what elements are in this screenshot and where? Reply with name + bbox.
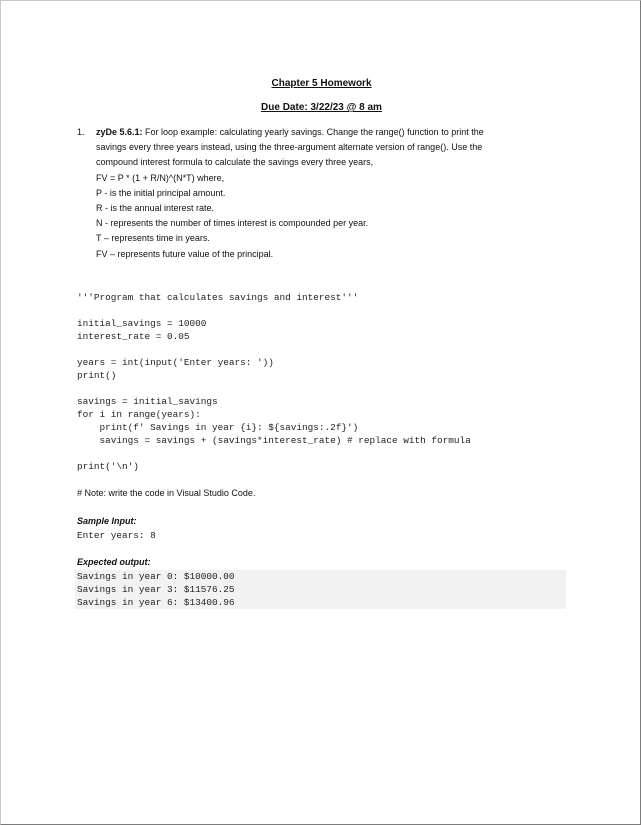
definition-p: P - is the initial principal amount. (96, 187, 226, 198)
code-print-f: print(f' Savings in year {i}: ${savings:.2f}') (77, 422, 359, 433)
expected-output-label: Expected output: (77, 557, 151, 567)
code-savings-update: savings = savings + (savings*interest_rate) # replace with formula (77, 435, 471, 446)
expected-output-line: Savings in year 6: $13400.96 (77, 597, 235, 608)
problem-line-text: For loop example: calculating yearly savings. Change the range() function to print the (142, 127, 484, 137)
problem-number: 1. (77, 127, 85, 137)
formula-line: FV = P * (1 + R/N)^(N*T) where, (96, 172, 225, 183)
problem-line (96, 125, 557, 140)
code-print-empty: print() (77, 370, 117, 381)
definition-t: T – represents time in years. (96, 233, 210, 244)
sample-input-label: Sample Input: (77, 516, 137, 526)
problem-1 (77, 125, 557, 262)
problem-line: savings every three years instead, using the three-argument alternate version of range(). Use the (96, 142, 483, 153)
code-docstring: '''Program that calculates savings and interest''' (77, 292, 359, 303)
problem-lead: zyDe 5.6.1: (96, 127, 143, 137)
problem-line: compound interest formula to calculate the savings every three years, (96, 157, 374, 168)
note-text: # Note: write the code in Visual Studio Code. (77, 488, 256, 498)
code-interest-rate: interest_rate = 0.05 (77, 331, 190, 342)
sample-input-value: Enter years: 8 (77, 530, 156, 541)
code-print-newline: print('\n') (77, 461, 139, 472)
definition-r: R - is the annual interest rate. (96, 203, 215, 214)
code-savings-assign: savings = initial_savings (77, 396, 218, 407)
expected-output-line: Savings in year 0: $10000.00 (77, 571, 235, 582)
code-for-loop: for i in range(years): (77, 409, 201, 420)
chapter-title: Chapter 5 Homework (271, 78, 372, 89)
code-years: years = int(input('Enter years: ')) (77, 357, 274, 368)
definition-fv: FV – represents future value of the principal. (96, 248, 274, 259)
problem-body (96, 125, 557, 262)
due-date: Due Date: 3/22/23 @ 8 am (261, 102, 382, 113)
expected-output-line: Savings in year 3: $11576.25 (77, 584, 235, 595)
code-initial-savings: initial_savings = 10000 (77, 318, 207, 329)
definition-n: N - represents the number of times interest is compounded per year. (96, 218, 369, 229)
